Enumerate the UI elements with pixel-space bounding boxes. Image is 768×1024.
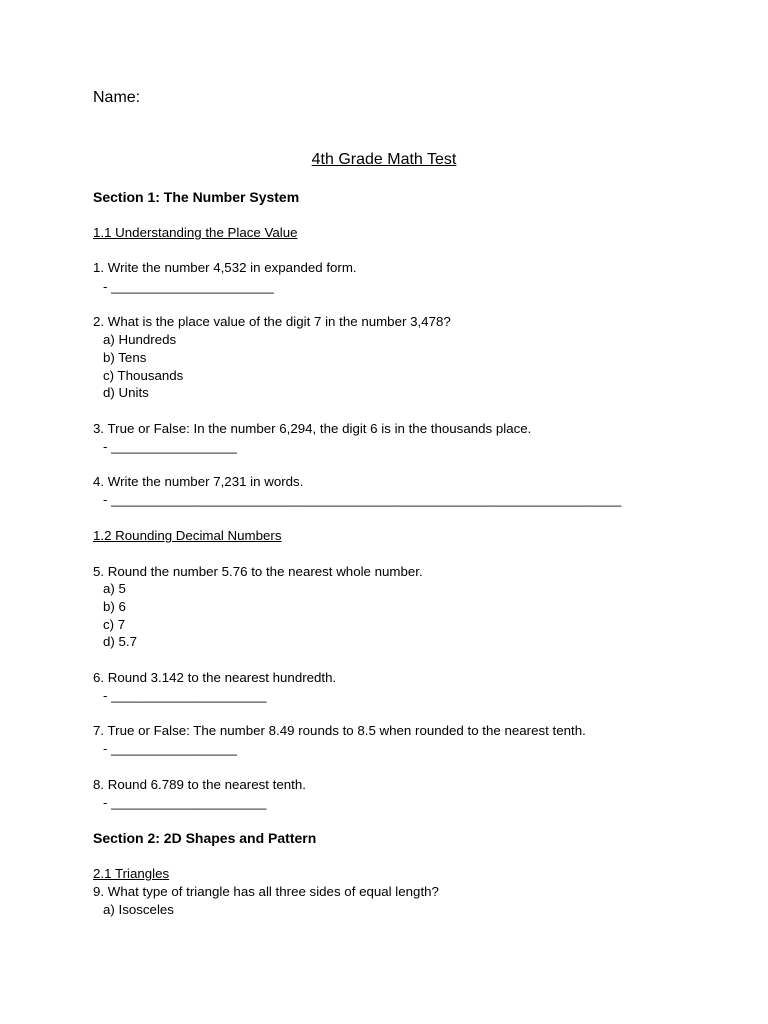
- question-6: 6. Round 3.142 to the nearest hundredth.: [93, 670, 337, 685]
- q9-option-a: a) Isosceles: [103, 902, 174, 917]
- answer-line-3: - _________________: [103, 439, 237, 454]
- subsection-1-1-heading: 1.1 Understanding the Place Value: [93, 225, 298, 240]
- q5-option-d: d) 5.7: [103, 634, 138, 649]
- question-7: 7. True or False: The number 8.49 rounds to 8.5 when rounded to the nearest tenth.: [93, 723, 586, 738]
- page-title: 4th Grade Math Test: [311, 151, 457, 168]
- question-3: 3. True or False: In the number 6,294, the digit 6 is in the thousands place.: [93, 421, 532, 436]
- question-5: 5. Round the number 5.76 to the nearest whole number.: [93, 564, 423, 579]
- answer-line-6: - _____________________: [103, 688, 267, 703]
- q5-option-b: b) 6: [103, 599, 126, 614]
- question-2: 2. What is the place value of the digit 7 in the number 3,478?: [93, 314, 451, 329]
- question-1: 1. Write the number 4,532 in expanded form.: [93, 260, 357, 275]
- question-8: 8. Round 6.789 to the nearest tenth.: [93, 777, 306, 792]
- subsection-2-1-heading: 2.1 Triangles: [93, 866, 170, 881]
- question-9: 9. What type of triangle has all three sides of equal length?: [93, 884, 439, 899]
- answer-line-4: - _____________________________________________________________________: [103, 492, 622, 507]
- question-4: 4. Write the number 7,231 in words.: [93, 474, 304, 489]
- q2-option-b: b) Tens: [103, 350, 147, 365]
- answer-line-8: - _____________________: [103, 795, 267, 810]
- answer-line-7: - _________________: [103, 741, 237, 756]
- subsection-1-2-heading: 1.2 Rounding Decimal Numbers: [93, 528, 282, 543]
- section-2-heading: Section 2: 2D Shapes and Pattern: [93, 830, 317, 846]
- answer-line-1: - ______________________: [103, 279, 274, 294]
- q2-option-a: a) Hundreds: [103, 332, 177, 347]
- name-label: Name:: [93, 89, 141, 106]
- q5-option-c: c) 7: [103, 617, 126, 632]
- q5-option-a: a) 5: [103, 581, 126, 596]
- q2-option-c: c) Thousands: [103, 368, 184, 383]
- section-1-heading: Section 1: The Number System: [93, 189, 300, 205]
- q2-option-d: d) Units: [103, 385, 149, 400]
